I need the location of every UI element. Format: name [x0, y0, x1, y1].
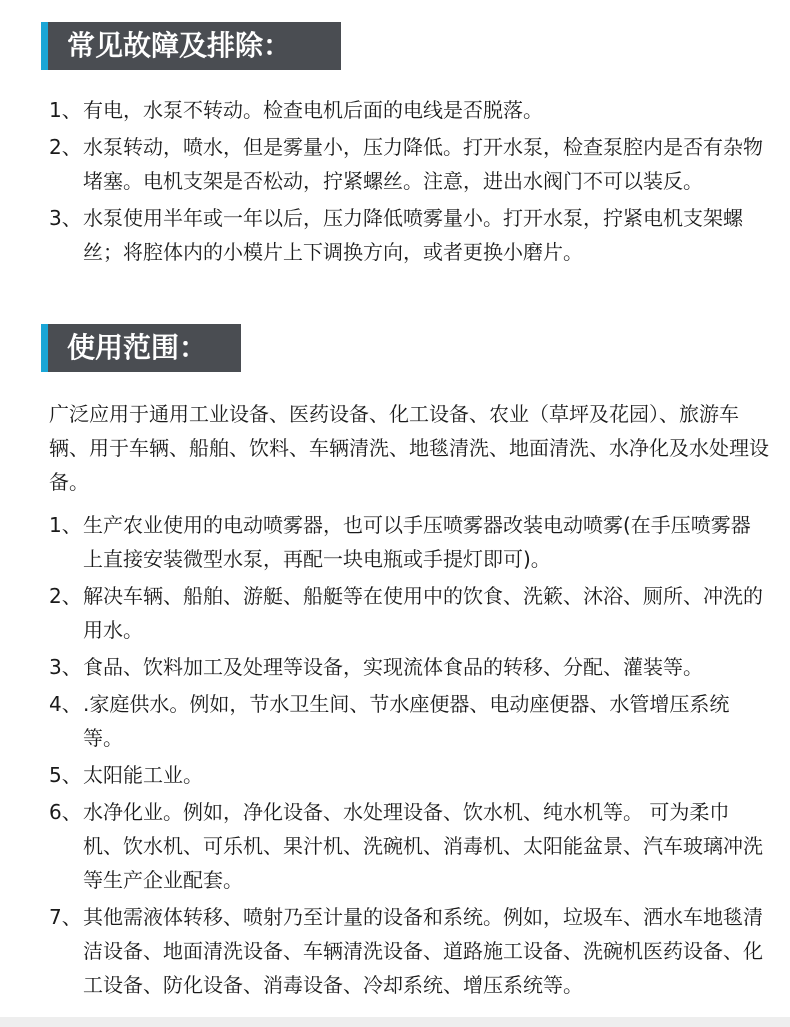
list-item [49, 93, 769, 127]
item-text: 生产农业使用的电动喷雾器，也可以手压喷雾器改装电动喷雾(在手压喷雾器上直接安装微型水泵，再配一块电瓶或手提灯即可)。 [83, 513, 751, 571]
list-item [49, 650, 769, 684]
item-text: 水净化业。例如，净化设备、水处理设备、饮水机、纯水机等。 可为柔巾机、饮水机、可乐机、果汁机、洗碗机、消毒机、太阳能盆景、汽车玻璃冲洗等生产企业配套。 [83, 800, 763, 892]
item-text: 太阳能工业。 [83, 763, 203, 787]
item-number: 2、 [49, 584, 82, 608]
faults-heading [41, 22, 341, 70]
scope-heading-title: 使用范围： [48, 324, 241, 372]
item-text: 水泵使用半年或一年以后，压力降低喷雾量小。打开水泵，拧紧电机支架螺丝；将腔体内的小模片上下调换方向，或者更换小磨片。 [83, 206, 743, 264]
item-number: 7、 [49, 905, 82, 929]
faults-list [49, 93, 769, 269]
list-item [49, 687, 769, 755]
item-text: 其他需液体转移、喷射乃至计量的设备和系统。例如，垃圾车、洒水车地毯清洁设备、地面清洗设备、车辆清洗设备、道路施工设备、洗碗机医药设备、化工设备、防化设备、消毒设备、冷却系统、增压系统等。 [83, 905, 763, 997]
item-text: 食品、饮料加工及处理等设备，实现流体食品的转移、分配、灌装等。 [83, 655, 703, 679]
item-number: 6、 [49, 800, 82, 824]
list-item [49, 758, 769, 792]
item-text: 有电，水泵不转动。检查电机后面的电线是否脱落。 [83, 98, 543, 122]
item-number: 3、 [49, 655, 82, 679]
item-text: 水泵转动，喷水，但是雾量小，压力降低。打开水泵，检查泵腔内是否有杂物堵塞。电机支架是否松动，拧紧螺丝。注意，进出水阀门不可以装反。 [83, 135, 763, 193]
item-number: 1、 [49, 98, 82, 122]
item-number: 2、 [49, 135, 82, 159]
list-item [49, 795, 769, 897]
scope-heading [41, 324, 241, 372]
item-text: 解决车辆、船舶、游艇、船艇等在使用中的饮食、洗簌、沐浴、厕所、冲洗的用水。 [83, 584, 763, 642]
list-item [49, 579, 769, 647]
item-text: .家庭供水。例如，节水卫生间、节水座便器、电动座便器、水管增压系统等。 [83, 692, 730, 750]
scope-list [49, 508, 769, 1002]
list-item [49, 900, 769, 1002]
bottom-divider [0, 1017, 790, 1027]
faults-heading-title: 常见故障及排除： [48, 22, 341, 70]
item-number: 5、 [49, 763, 82, 787]
item-number: 4、 [49, 692, 82, 716]
list-item [49, 508, 769, 576]
list-item [49, 201, 769, 269]
scope-intro: 广泛应用于通用工业设备、医药设备、化工设备、农业（草坪及花园）、旅游车辆、用于车辆、船舶、饮料、车辆清洗、地毯清洗、地面清洗、水净化及水处理设备。 [49, 402, 769, 494]
list-item [49, 130, 769, 198]
item-number: 3、 [49, 206, 82, 230]
item-number: 1、 [49, 513, 82, 537]
